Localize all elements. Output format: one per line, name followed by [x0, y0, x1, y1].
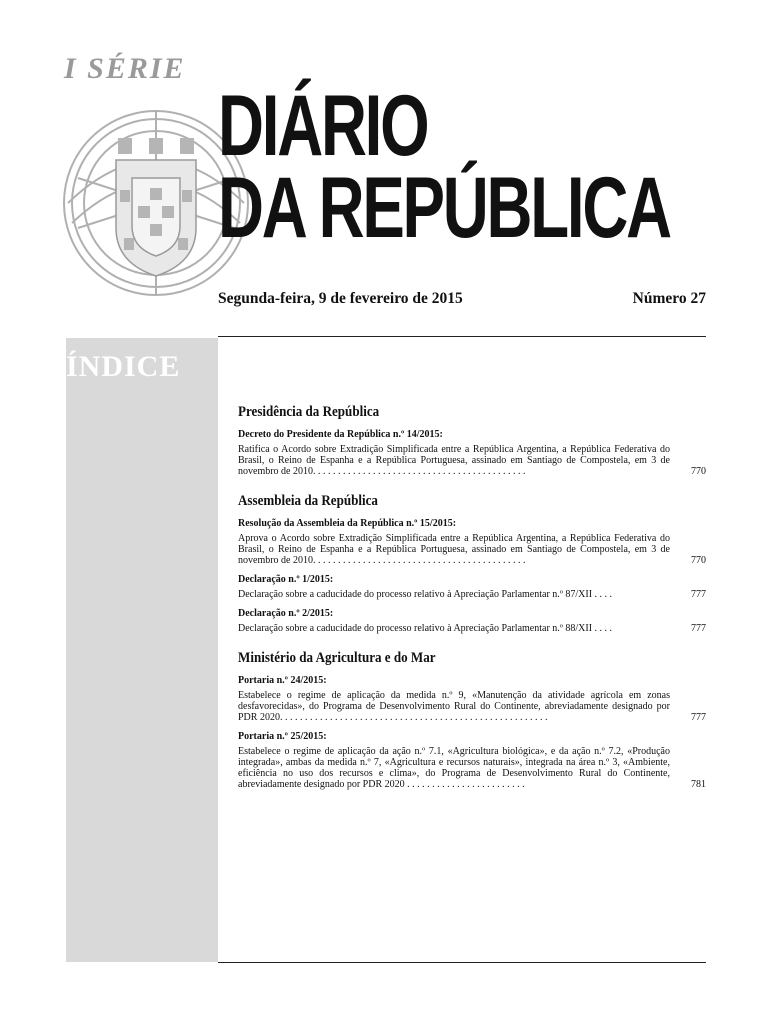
- section-agricultura: [238, 650, 706, 790]
- section-title: Ministério da Agricultura e do Mar: [238, 650, 436, 666]
- index-entry[interactable]: [238, 675, 706, 723]
- section-title: Presidência da República: [238, 404, 380, 420]
- entry-heading: Declaração n.º 1/2015:: [238, 574, 334, 585]
- index-label: ÍNDICE: [66, 350, 181, 383]
- entry-summary: Estabelece o regime de aplicação da ação n.º 7.1, «Agricultura biológica», e da ação n.º 7.2, «Produção integrada», ambas da medida n.º 7, «Agricultura e recursos naturais», integrada na área n.º 3, «Ambiente, eficiência no uso dos recursos e clima», do Programa de Desenvolvimento Rural do Continente, abreviadamente designado por PDR 2020 . . . . . . . . . . . . . . . . . . . . . . . .: [238, 746, 670, 790]
- entry-page-number: 777: [691, 623, 706, 634]
- entry-heading: Resolução da Assembleia da República n.º 15/2015:: [238, 518, 457, 529]
- entry-page-number: 777: [691, 589, 706, 600]
- index-entry[interactable]: [238, 574, 706, 600]
- index-sidebar: [66, 338, 218, 962]
- index-entry[interactable]: [238, 429, 706, 477]
- entry-summary: Estabelece o regime de aplicação da medida n.º 9, «Manutenção da atividade agrícola em zonas desfavorecidas», do Programa de Desenvolvimento Rural do Continente, abreviadamente designado por PDR 2020. . . . . . . . . . . . . . . . . . . . . . . . . . . . . . . . . . . . . . . . . . . . . . . . . . . . . .: [238, 690, 670, 723]
- issue-date: Segunda-feira, 9 de fevereiro de 2015: [218, 290, 463, 307]
- masthead-line2: DA REPÚBLICA: [218, 159, 670, 256]
- entry-page-number: 781: [691, 779, 706, 790]
- date-bar: [218, 290, 706, 308]
- index-entry[interactable]: [238, 731, 706, 790]
- entry-summary: Aprova o Acordo sobre Extradição Simplificada entre a República Argentina, a República Federativa do Brasil, o Reino de Espanha e a República Portuguesa, assinado em Santiago de Compostela, em 3 de novembro de 2010. . . . . . . . . . . . . . . . . . . . . . . . . . . . . . . . . . . . . . . . . . .: [238, 533, 670, 566]
- section-assembleia: [238, 493, 706, 634]
- entry-heading: Portaria n.º 24/2015:: [238, 675, 327, 686]
- entry-heading: Declaração n.º 2/2015:: [238, 608, 334, 619]
- entry-summary: Declaração sobre a caducidade do processo relativo à Apreciação Parlamentar n.º 88/XII . . . .: [238, 623, 613, 634]
- masthead-line1: DIÁRIO: [218, 78, 428, 174]
- entry-summary: Declaração sobre a caducidade do processo relativo à Apreciação Parlamentar n.º 87/XII . . . .: [238, 589, 613, 600]
- entry-heading: Portaria n.º 25/2015:: [238, 731, 327, 742]
- entry-page-number: 770: [691, 555, 706, 566]
- entry-heading: Decreto do Presidente da República n.º 14/2015:: [238, 429, 443, 440]
- serie-label: I SÉRIE: [64, 52, 186, 85]
- issue-number: Número 27: [632, 290, 706, 307]
- bottom-divider: [218, 962, 706, 963]
- index-entry[interactable]: [238, 518, 706, 566]
- entry-summary: Ratifica o Acordo sobre Extradição Simplificada entre a República Argentina, a República Federativa do Brasil, o Reino de Espanha e a República Portuguesa, assinado em Santiago de Compostela, em 3 de novembro de 2010. . . . . . . . . . . . . . . . . . . . . . . . . . . . . . . . . . . . . . . . . . .: [238, 444, 670, 477]
- index-content: [238, 404, 706, 806]
- entry-page-number: 770: [691, 466, 706, 477]
- section-presidencia: [238, 404, 706, 477]
- entry-page-number: 777: [691, 712, 706, 723]
- masthead-title: [218, 78, 770, 256]
- section-title: Assembleia da República: [238, 493, 378, 509]
- top-divider: [218, 336, 706, 337]
- index-entry[interactable]: [238, 608, 706, 634]
